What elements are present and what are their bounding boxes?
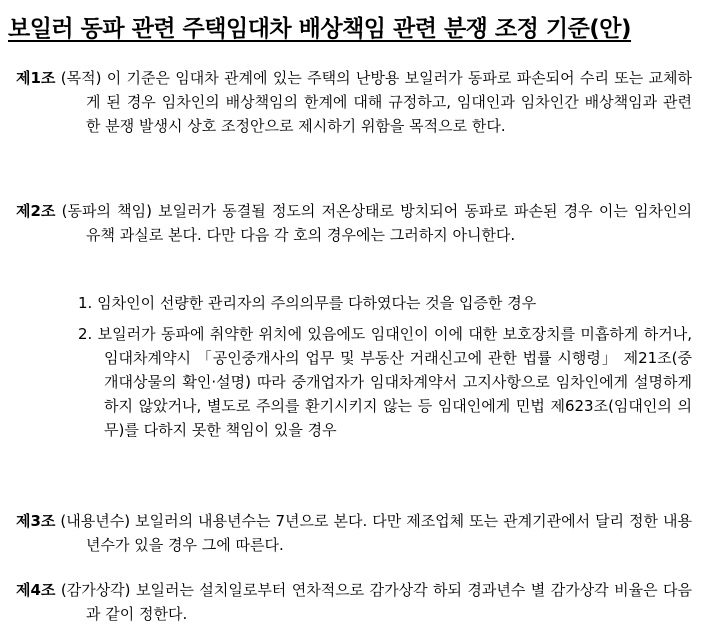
article-2-number: 제2조 <box>16 202 56 220</box>
item-2-text: 보일러가 동파에 취약한 위치에 있음에도 임대인이 이에 대한 보호장치를 미흡하게 하거나, 임대차계약시 「공인중개사의 업무 및 부동산 거래신고에 관한 법률 시행령」 제21조(중개대상물의 확인·설명) 따라 중개업자가 임대차계약서 고지사항으로 임차인에게 설명하게 하지 않았거나, 별도로 주의를 환기시키지 않는 등 임대인에게 민법 제623조(임대인의 의무)를 다하지 못한 책임이 있을 경우 <box>97 325 692 439</box>
item-2-number: 2. <box>78 325 93 343</box>
article-1-number: 제1조 <box>16 69 56 87</box>
article-4-body <box>16 578 692 626</box>
article-1 <box>16 66 692 138</box>
article-3-text: 보일러의 내용년수는 7년으로 본다. 다만 제조업체 또는 관계기관에서 달리 정한 내용년수가 있을 경우 그에 따른다. <box>86 512 692 554</box>
article-2-body <box>16 199 692 247</box>
article-3-heading: (내용년수) <box>60 512 131 530</box>
article-4-text: 보일러는 설치일로부터 연차적으로 감가상각 하되 경과년수 별 감가상각 비율은 다음과 같이 정한다. <box>86 581 692 623</box>
article-3-body <box>16 509 692 557</box>
article-4 <box>16 578 692 626</box>
article-1-body <box>16 66 692 138</box>
article-3 <box>16 509 692 557</box>
article-2 <box>16 199 692 247</box>
article-1-text: 이 기준은 임대차 관계에 있는 주택의 난방용 보일러가 동파로 파손되어 수리 또는 교체하게 된 경우 임차인의 배상책임의 한계에 대해 규정하고, 임대인과 임차인간 배상책임과 관련한 분쟁 발생시 상호 조정안으로 제시하기 위함을 목적으로 한다. <box>86 69 692 135</box>
article-2-text: 보일러가 동결될 정도의 저온상태로 방치되어 동파로 파손된 경우 이는 임차인의 유책 과실로 본다. 다만 다음 각 호의 경우에는 그러하지 아니한다. <box>86 202 692 244</box>
article-4-number: 제4조 <box>16 581 56 599</box>
item-1-text: 임차인이 선량한 관리자의 주의의무를 다하였다는 것을 입증한 경우 <box>97 294 537 312</box>
article-4-heading: (감가상각) <box>60 581 131 599</box>
article-3-number: 제3조 <box>16 512 56 530</box>
article-2-item-1 <box>78 291 692 315</box>
item-1-number: 1. <box>78 294 93 312</box>
article-2-item-2 <box>78 322 692 442</box>
document-title: 보일러 동파 관련 주택임대차 배상책임 관련 분쟁 조정 기준(안) <box>8 16 632 42</box>
article-2-heading: (동파의 책임) <box>61 202 152 220</box>
article-1-heading: (목적) <box>60 69 102 87</box>
